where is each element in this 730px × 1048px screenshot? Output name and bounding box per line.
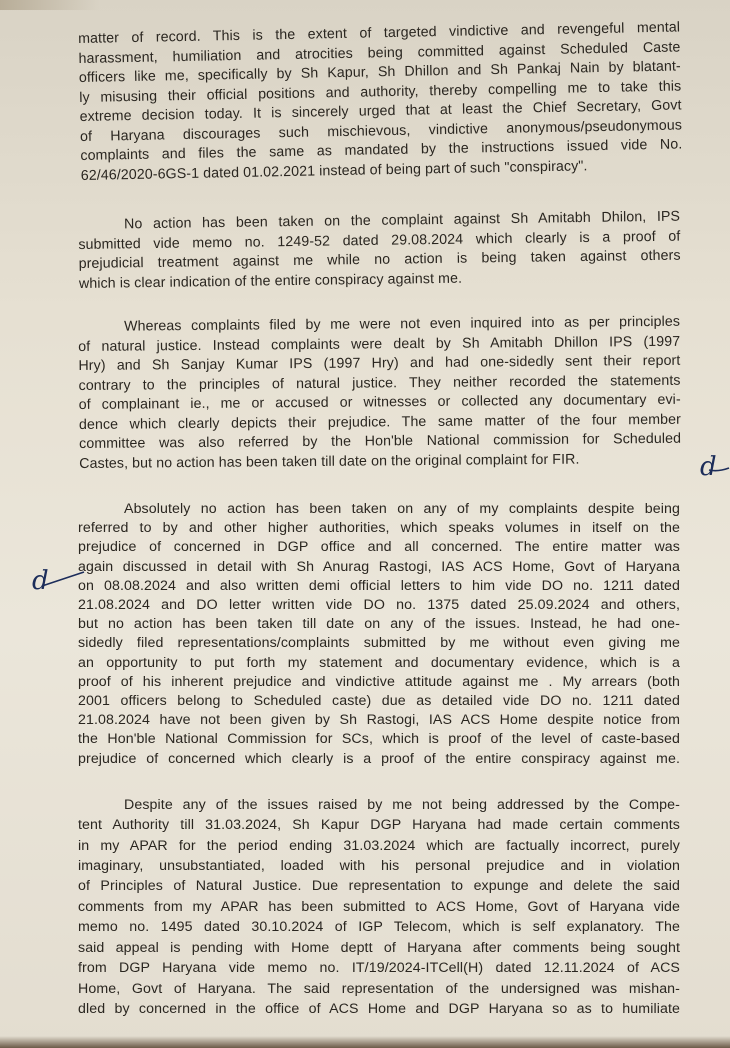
text-line: prejudicial treatment against me while no action is being taken against others (78, 247, 681, 272)
text-line: harassment, humiliation and atrocities being committed against Scheduled Caste (78, 38, 681, 67)
text-line: referred to by and other higher authorities, which speaks volumes in itself on the (78, 520, 680, 537)
paragraph-1 (78, 18, 683, 186)
text-line: matter of record. This is the extent of targeted vindictive and revengeful mental (78, 19, 681, 47)
text-line: Absolutely no action has been taken on any of my complaints despite being (124, 501, 680, 517)
text-line: extreme decision today. It is sincerely urged that at least the Chief Secretary, Govt (79, 97, 682, 125)
text-line: memo no. 1495 dated 30.10.2024 of IGP Telecom, which is self explanatory. The (78, 919, 680, 936)
text-line: No action has been taken on the complaint against Sh Amitabh Dhilon, IPS (124, 208, 681, 233)
text-line: committee was also referred by the Hon'ble National commission for Scheduled (79, 430, 682, 452)
text-line: prejudice of concerned which clearly is a proof of the entire conspiracy against me. (78, 750, 680, 767)
text-line: comments from my APAR has been submitted to ACS Home, Govt of Haryana vide (78, 898, 680, 915)
text-line: sidedly filed representations/complaints submitted by me without even giving me (78, 635, 680, 652)
text-line: ly misusing their official positions and authority, thereby compelling me to take this (79, 77, 682, 106)
text-line: which is clear indication of the entire conspiracy against me. (78, 270, 463, 292)
text-line: in my APAR for the period ending 31.03.2024 which are factually incorrect, purely (78, 837, 680, 854)
text-line: but no action has been taken till date on any of the issues. Instead, he had one- (78, 616, 680, 633)
handwritten-stroke-right (708, 464, 730, 474)
text-line: the Hon'ble National Commission for SCs, which is proof of the level of caste-based (78, 731, 680, 748)
text-line: Hry) and Sh Sanjay Kumar IPS (1997 Hry) and had one-sidedly sent their report (78, 352, 681, 374)
text-line: of natural justice. Instead complaints were dealt by Sh Amitabh Dhillon IPS (1997 (78, 333, 681, 355)
text-line: submitted vide memo no. 1249-52 dated 29.08.2024 which clearly is a proof of (78, 228, 681, 253)
text-line: said appeal is pending with Home deptt of Haryana after comments being sought (78, 939, 680, 956)
text-line: Whereas complaints filed by me were not even inquired into as per principles (124, 313, 681, 335)
handwritten-mark-left: d (32, 566, 49, 596)
text-line: 21.08.2024 and DO letter written vide DO no. 1375 dated 25.09.2024 and others, (78, 597, 680, 614)
text-line: officers like me, specifically by Sh Kapur, Sh Dhillon and Sh Pankaj Nain by blatant- (78, 58, 681, 86)
paragraph-5 (78, 795, 680, 1019)
text-line: of Principles of Natural Justice. Due representation to expunge and delete the said (78, 878, 680, 895)
text-line: Castes, but no action has been taken till date on the original complaint for FIR. (79, 451, 580, 472)
text-line: 21.08.2024 have not been given by Sh Rastogi, IAS ACS Home despite notice from (78, 712, 680, 729)
text-line: 2001 officers belong to Scheduled caste) due as detailed vide DO no. 1211 dated (78, 693, 680, 710)
text-line: Despite any of the issues raised by me not being addressed by the Compe- (124, 796, 680, 813)
paragraph-2 (78, 208, 681, 294)
text-line: from DGP Haryana vide memo no. IT/19/2024-ITCell(H) dated 12.11.2024 of ACS (78, 960, 680, 977)
text-line: tent Authority till 31.03.2024, Sh Kapur DGP Haryana had made certain comments (78, 817, 680, 834)
page-edge-shadow (0, 0, 100, 10)
text-line: prejudice of concerned in DGP office and all concerned. The entire matter was (78, 539, 680, 556)
text-line: on 08.08.2024 and also written demi official letters to him vide DO no. 1211 dated (78, 577, 680, 594)
text-line: Home, Govt of Haryana. The said representation of the undersigned was mishan- (78, 980, 680, 997)
paragraph-4 (78, 500, 680, 769)
paragraph-3 (78, 313, 681, 474)
handwritten-mark-right: d (700, 452, 717, 482)
page-bottom-shadow (0, 1036, 730, 1048)
text-line: dence which clearly depicts their prejudice. The same matter of the four member (78, 411, 681, 433)
letter-body (78, 19, 683, 1039)
text-line: complaints and files the same as mandated by the instructions issued vide No. (80, 136, 683, 164)
text-line: proof of his inherent prejudice and vindictive attitude against me . My arrears (both (78, 673, 680, 690)
text-line: of Haryana discourages such mischievous, vindictive anonymous/pseudonymous (79, 116, 683, 145)
text-line: an opportunity to put forth my statement and documentary evidence, which is a (78, 654, 680, 671)
text-line: imaginary, unsubstantiated, loaded with his personal prejudice and in violation (78, 858, 680, 875)
text-line: of complainant ie., me or accused or witnesses or collected any documentary evi- (78, 391, 681, 413)
text-line: 62/46/2020-6GS-1 dated 01.02.2021 instead of being part of such "conspiracy". (80, 157, 588, 184)
text-line: contrary to the principles of natural justice. They neither recorded the statements (78, 372, 681, 394)
handwritten-stroke-left (40, 568, 86, 590)
text-line: dled by concerned in the office of ACS Home and DGP Haryana so as to humiliate (78, 1000, 680, 1017)
text-line: again discussed in detail with Sh Anurag Rastogi, IAS ACS Home, Govt of Haryana (78, 558, 680, 575)
